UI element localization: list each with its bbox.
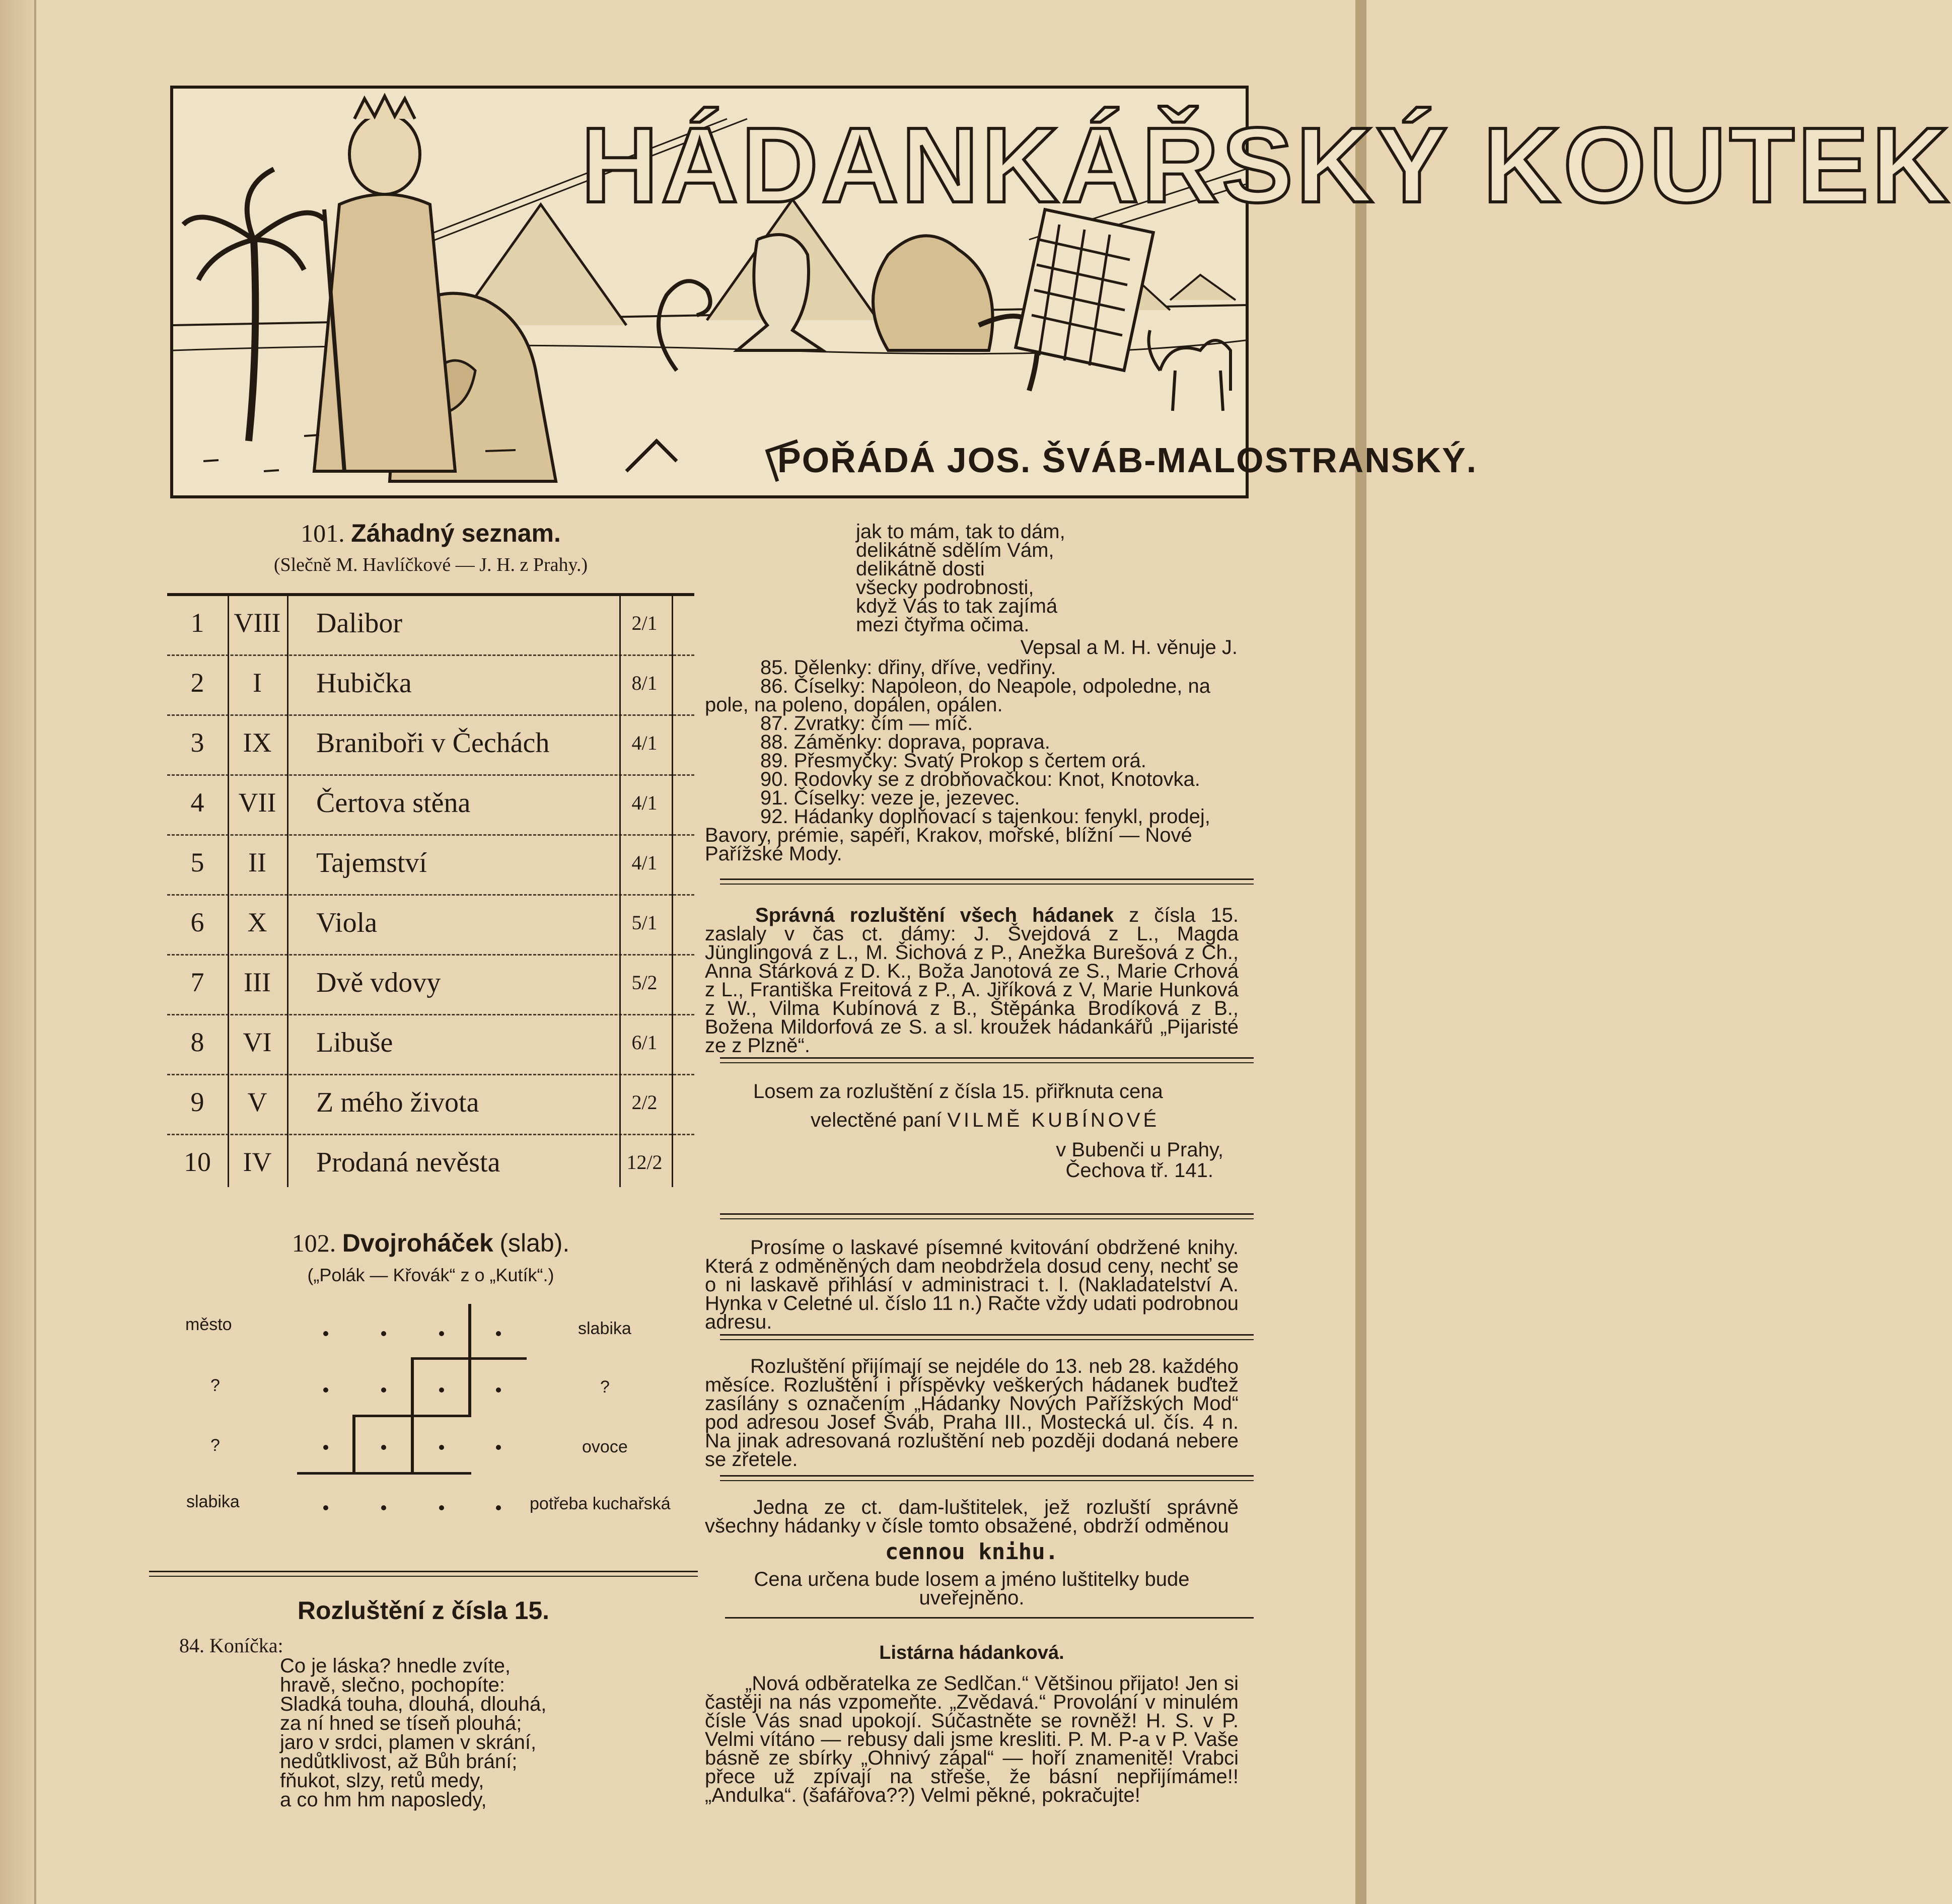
puzzle-102-number: 102. — [292, 1229, 336, 1257]
puzzle-102-title-suffix: (slab). — [499, 1229, 570, 1257]
row-title: Braniboři v Čechách — [316, 727, 550, 759]
row-roman: V — [247, 1087, 267, 1117]
prize-address2: Čechova tř. 141. — [1065, 1159, 1213, 1182]
right-label: ? — [600, 1377, 610, 1397]
row-title: Prodaná nevěsta — [316, 1147, 500, 1178]
row-number: 8 — [190, 1027, 204, 1057]
grid-dot — [323, 1445, 328, 1450]
row-fraction: 5/2 — [631, 971, 658, 994]
row-number: 5 — [190, 847, 204, 877]
solution-84-poem-part2 — [856, 523, 1405, 634]
correct-solvers — [705, 906, 1239, 1055]
notice-books: Prosíme o laskavé písemné kvitování obdržené knihy. Která z odměněných dam neobdržela dosud ceny, nechť se o ni laskavě přihlásí v administraci t. l. (Nakladatelství A. Hynka v Celetné ul. číslo 11 n.) Račte vždy udati podrobnou adresu. — [705, 1236, 1239, 1333]
solution-item: 89. Přesmyčky: Svatý Prokop s čertem orá. — [760, 750, 1146, 772]
row-title: Viola — [316, 907, 378, 938]
table-divider — [619, 596, 621, 1187]
grid-dot — [381, 1387, 386, 1393]
poem-line: když Vás to tak zajímá — [856, 595, 1058, 617]
grid-dot — [323, 1505, 328, 1510]
row-fraction: 8/1 — [631, 672, 658, 694]
grid-dot — [323, 1387, 328, 1393]
divider — [720, 1475, 1254, 1477]
table-row — [167, 896, 694, 956]
prize-winner: VILMĚ KUBÍNOVÉ — [947, 1109, 1160, 1131]
banner-title: HÁDANKÁŘSKÝ KOUTEK — [581, 105, 1952, 225]
award — [705, 1498, 1239, 1607]
grid-dot — [439, 1505, 444, 1510]
table-row — [167, 836, 694, 896]
poem-line: delikátně dosti — [856, 558, 985, 580]
grid-dot — [496, 1505, 501, 1510]
table-row — [167, 1075, 694, 1135]
banner-subtitle: POŘÁDÁ JOS. ŠVÁB-MALOSTRANSKÝ. — [777, 441, 1478, 480]
left-label: slabika — [186, 1492, 240, 1511]
row-roman: VI — [243, 1027, 272, 1057]
grid-line — [468, 1304, 471, 1359]
table-row — [167, 956, 694, 1015]
row-roman: VIII — [234, 608, 281, 638]
divider — [720, 1213, 1254, 1215]
table-row — [167, 656, 694, 716]
divider — [149, 1576, 698, 1577]
grid-dot — [439, 1387, 444, 1393]
prize-line1: Losem za rozluštění z čísla 15. přiřknuta cena — [753, 1080, 1163, 1103]
divider — [720, 1334, 1254, 1336]
award-footer: Cena určena bude losem a jméno luštitelky bude uveřejněno. — [754, 1568, 1190, 1609]
row-fraction: 2/2 — [631, 1091, 658, 1114]
divider — [720, 884, 1254, 885]
left-label: město — [185, 1315, 232, 1334]
table-row — [167, 716, 694, 776]
row-number: 1 — [190, 608, 204, 638]
poem-line: jak to mám, tak to dám, — [856, 521, 1065, 543]
grid-dot — [439, 1445, 444, 1450]
grid-line — [297, 1472, 471, 1475]
row-roman: X — [247, 907, 267, 937]
solution-signature: Vepsal a M. H. věnuje J. — [1020, 636, 1238, 658]
table-row — [167, 596, 694, 656]
row-roman: IV — [243, 1147, 272, 1177]
right-label: ovoce — [582, 1437, 628, 1456]
table-divider — [228, 596, 229, 1187]
solution-item: 88. Záměnky: doprava, poprava. — [760, 731, 1050, 753]
poem-line: nedůtklivost, až Bůh brání; — [280, 1750, 518, 1773]
grid-dot — [496, 1331, 501, 1336]
left-label: ? — [210, 1376, 220, 1395]
solution-84-poem-part1 — [280, 1656, 546, 1809]
solution-item: 91. Číselky: veze je, jezevec. — [760, 787, 1020, 809]
poem-line: hravě, slečno, pochopíte: — [280, 1674, 505, 1696]
solutions-heading: Rozluštění z čísla 15. — [297, 1596, 550, 1625]
row-number: 2 — [190, 668, 204, 698]
grid-dot — [439, 1331, 444, 1336]
poem-line: a co hm hm naposledy, — [280, 1789, 487, 1811]
page-left-margin — [0, 0, 35, 1904]
award-prize: cennou knihu. — [885, 1539, 1059, 1565]
row-title: Dalibor — [316, 608, 403, 639]
notice-rules: Rozluštění přijímají se nejdéle do 13. neb 28. každého měsíce. Rozluštění i příspěvky veškerých hádanek buďtež zasílány s označením „Hádanky Nových Pařížských Mod“ pod adresou Josef Šváb, Praha III., Mostecká ul. čís. 4 n. Na jinak adresovaná rozluštění neb později dodaná nebere se zřetele. — [705, 1355, 1239, 1471]
poem-line: Co je láska? hnedle zvíte, — [280, 1655, 511, 1677]
puzzle-102-title: Dvojroháček — [342, 1229, 493, 1257]
poem-line: Sladká touha, dlouhá, dlouhá, — [280, 1693, 547, 1715]
poem-line: za ní hned se tíseň plouhá; — [280, 1712, 522, 1734]
prize-line2: velectěné paní — [811, 1109, 942, 1131]
grid-dot — [496, 1445, 501, 1450]
prize-address1: v Bubenči u Prahy, — [1056, 1139, 1223, 1161]
correct-solvers-text: z čísla 15. zaslaly v čas ct. dámy: J. Švejdová z L., Magda Jünglingová z L., M. Šichová z P., Anežka Burešová z Ch., Anna Stárková z D. K., Boža Janotová ze S., Marie Crhová z L., Františka Freitová z P., A. Jiříková z V, Marie Hunková z W., Vilma Kubínová z B., Štěpánka Brodíková z B., Božena Mildorfová ze S. a sl. kroužek hádankářů „Pijaristé ze z Plzně“. — [705, 904, 1239, 1057]
puzzle-102-source: („Polák — Křovák“ z o „Kutík“.) — [307, 1265, 554, 1285]
mailbox-text: „Nová odběratelka ze Sedlčan.“ Většinou přijato! Jen si častěji na nás vzpomeňte. „Zvědavá.“ Provolání v minulém čísle Vás snad upokojí. Súčastněte se rovněž! H. S. v P. Velmi vítáno — rebusy dali jsme kresliti. P. M. P-a v P. Vaše básně ze sbírky „Ohnivý zápal“ — hoří znamenitě! Vrabci přece už zpívají na střeše, že básní nepřijímáme!! „Andulka“. (šafářova??) Velmi pěkné, pokračujte! — [705, 1672, 1239, 1806]
row-number: 9 — [190, 1087, 204, 1117]
puzzle-101-dedication: (Slečně M. Havlíčkové — J. H. z Prahy.) — [273, 554, 588, 575]
row-roman: III — [244, 967, 271, 997]
row-number: 3 — [190, 727, 204, 758]
award-text: Jedna ze ct. dam-luštitelek, jež rozluští správně všechny hádanky v čísle tomto obsažené, obdrží odměnou — [705, 1496, 1239, 1537]
puzzle-101-table — [167, 593, 694, 1194]
row-number: 7 — [190, 967, 204, 997]
right-label: potřeba kuchařská — [530, 1494, 671, 1513]
row-fraction: 6/1 — [631, 1031, 658, 1054]
solution-items — [705, 658, 1252, 863]
grid-dot — [381, 1445, 386, 1450]
row-title: Čertova stěna — [316, 787, 471, 819]
header-banner — [170, 86, 1952, 498]
row-title: Hubička — [316, 668, 412, 699]
table-row — [167, 776, 694, 836]
row-number: 4 — [190, 787, 204, 818]
poem-line: mezi čtyřma očima. — [856, 614, 1030, 636]
divider — [149, 1571, 698, 1572]
solution-84-label: 84. Koníčka: — [179, 1634, 283, 1657]
correct-solvers-lead: Správná rozluštění všech hádanek — [755, 904, 1114, 926]
right-label: slabika — [578, 1319, 631, 1338]
table-row — [167, 1135, 694, 1194]
row-fraction: 12/2 — [626, 1151, 663, 1174]
solution-item: 90. Rodovky se z drobňovačkou: Knot, Knotovka. — [760, 768, 1200, 790]
row-title: Z mého života — [316, 1087, 479, 1118]
solution-item: 85. Dělenky: dřiny, dříve, vedřiny. — [760, 656, 1056, 679]
page-right-edge — [1355, 0, 1366, 1904]
row-fraction: 4/1 — [631, 851, 658, 874]
solution-item: 86. Číselky: Napoleon, do Neapole, odpoledne, na pole, na poleno, dopálen, opálen. — [705, 675, 1210, 716]
row-fraction: 4/1 — [631, 791, 658, 814]
puzzle-101-number: 101. — [301, 519, 345, 547]
table-row — [167, 1015, 694, 1075]
grid-line — [352, 1415, 471, 1417]
solution-item: 92. Hádanky doplňovací s tajenkou: fenykl, prodej, Bavory, prémie, sapéři, Krakov, mořské, blížní — Nové Pařížské Mody. — [705, 805, 1210, 865]
divider — [720, 1218, 1254, 1219]
row-roman: VII — [238, 787, 276, 818]
divider — [720, 878, 1254, 880]
puzzle-101-header — [167, 519, 694, 576]
row-title: Dvě vdovy — [316, 967, 441, 998]
divider — [725, 1617, 1254, 1619]
divider — [720, 1062, 1254, 1063]
left-label: ? — [210, 1436, 220, 1455]
grid-dot — [496, 1387, 501, 1393]
row-title: Libuše — [316, 1027, 393, 1058]
puzzle-101-title: Záhadný seznam. — [351, 519, 561, 547]
poem-line: jaro v srdci, plamen v skrání, — [280, 1731, 537, 1753]
row-roman: I — [253, 668, 262, 698]
table-divider — [672, 596, 673, 1187]
row-number: 10 — [184, 1147, 211, 1177]
grid-dot — [381, 1505, 386, 1510]
table-divider — [287, 596, 288, 1187]
grid-line — [352, 1415, 355, 1473]
grid-line — [468, 1357, 471, 1417]
prize-announcement — [705, 1082, 1239, 1180]
row-roman: IX — [243, 727, 272, 758]
row-fraction: 5/1 — [631, 911, 658, 934]
solution-item: 87. Zvratky: čím — míč. — [760, 712, 973, 735]
row-fraction: 4/1 — [631, 731, 658, 754]
binding-fold — [34, 0, 36, 1904]
poem-line: všecky podrobnosti, — [856, 576, 1034, 599]
divider — [720, 1480, 1254, 1481]
grid-dot — [323, 1331, 328, 1336]
grid-dot — [381, 1331, 386, 1336]
row-number: 6 — [190, 907, 204, 937]
row-roman: II — [248, 847, 266, 877]
row-title: Tajemství — [316, 847, 427, 878]
mailbox-heading: Listárna hádanková. — [879, 1642, 1064, 1663]
puzzle-102-header — [167, 1228, 694, 1286]
divider — [720, 1339, 1254, 1340]
poem-line: delikátně sdělím Vám, — [856, 539, 1054, 561]
row-fraction: 2/1 — [631, 612, 658, 634]
poem-line: fňukot, slzy, retů medy, — [280, 1770, 484, 1792]
divider — [720, 1057, 1254, 1059]
